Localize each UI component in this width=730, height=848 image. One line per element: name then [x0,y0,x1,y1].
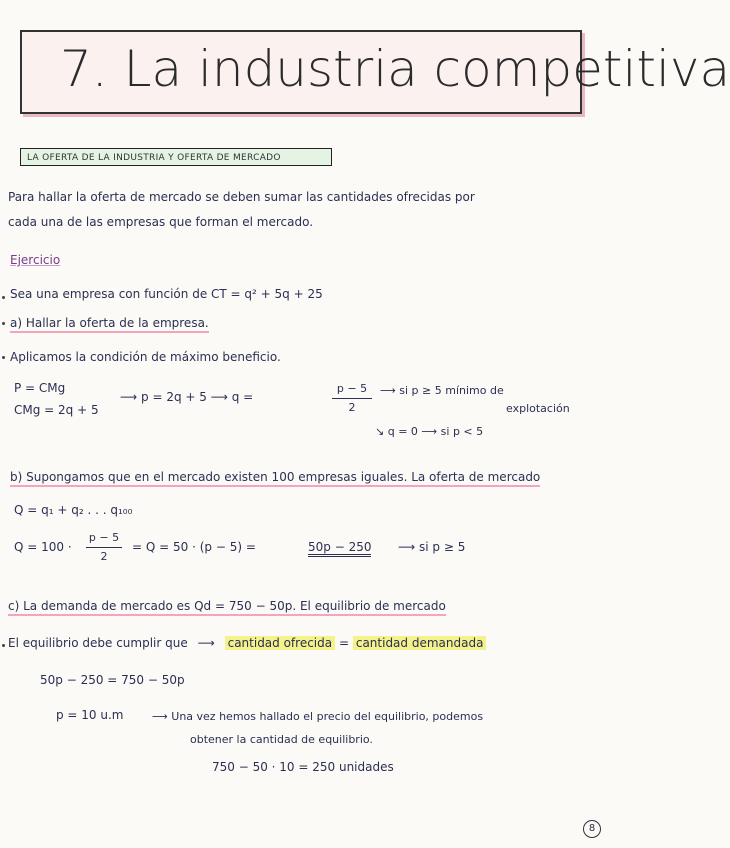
eq-p-cmg: P = CMg [14,381,66,395]
page-title: 7. La industria competitiva [60,40,730,98]
demand-highlight: cantidad demandada [353,636,487,650]
question-a: a) Hallar la oferta de la empresa. [10,316,209,333]
eq-cmg: CMg = 2q + 5 [14,403,99,417]
eq-arrow-chain: ⟶ p = 2q + 5 ⟶ q = [120,390,254,404]
arrow: ⟶ [197,636,215,650]
equilibrium-price: p = 10 u.m [56,708,124,722]
intro-line-1: Para hallar la oferta de mercado se deben sumar las cantidades ofrecidas por [8,190,475,204]
cond-min: ⟶ si p ≥ 5 mínimo de [380,384,504,397]
question-b: b) Supongamos que en el mercado existen 100 empresas iguales. La oferta de mercado [10,470,540,487]
intro-line-2: cada una de las empresas que forman el mercado. [8,215,314,229]
page-number: 8 [583,820,601,838]
exercise-label: Ejercicio [10,253,61,267]
margin-dot [2,322,5,325]
equilibrium-note: ⟶ Una vez hemos hallado el precio del equilibrio, podemos [152,710,484,723]
sum-q: Q = q₁ + q₂ . . . q₁₀₀ [14,503,133,517]
cond-zero: ↘ q = 0 ⟶ si p < 5 [375,425,484,438]
margin-dot [2,356,5,359]
equilibrium-quantity: 750 − 50 · 10 = 250 unidades [212,760,394,774]
exercise-statement: Sea una empresa con función de CT = q² + 5q + 25 [10,287,323,301]
question-c: c) La demanda de mercado es Qd = 750 − 50p. El equilibrio de mercado [8,599,446,616]
frac-a-den: 2 [348,401,356,414]
frac-a-num: p − 5 [336,382,368,395]
calc-prefix: Q = 100 · [14,540,72,554]
equilibrium-note-cont: obtener la cantidad de equilibrio. [190,733,373,746]
calc-cond: ⟶ si p ≥ 5 [398,540,466,554]
frac-b-num: p − 5 [88,531,120,544]
step-max-profit: Aplicamos la condición de máximo beneficio. [10,350,281,364]
title-box [20,30,730,114]
section-heading: LA OFERTA DE LA INDUSTRIA Y OFERTA DE MERCADO [20,148,332,166]
margin-dot [2,644,5,647]
supply-highlight: cantidad ofrecida [225,636,336,650]
equilibrium-equation: 50p − 250 = 750 − 50p [40,673,185,687]
margin-dot [2,296,5,299]
equilibrium-condition: El equilibrio debe cumplir que [8,636,188,650]
cond-min-cont: explotación [506,402,570,415]
calc-mid: = Q = 50 · (p − 5) = [132,540,256,554]
frac-b-bar [86,547,122,548]
equals: = [338,636,350,650]
frac-b-den: 2 [100,550,108,563]
frac-a-bar [332,398,372,399]
calc-result: 50p − 250 [308,540,371,557]
